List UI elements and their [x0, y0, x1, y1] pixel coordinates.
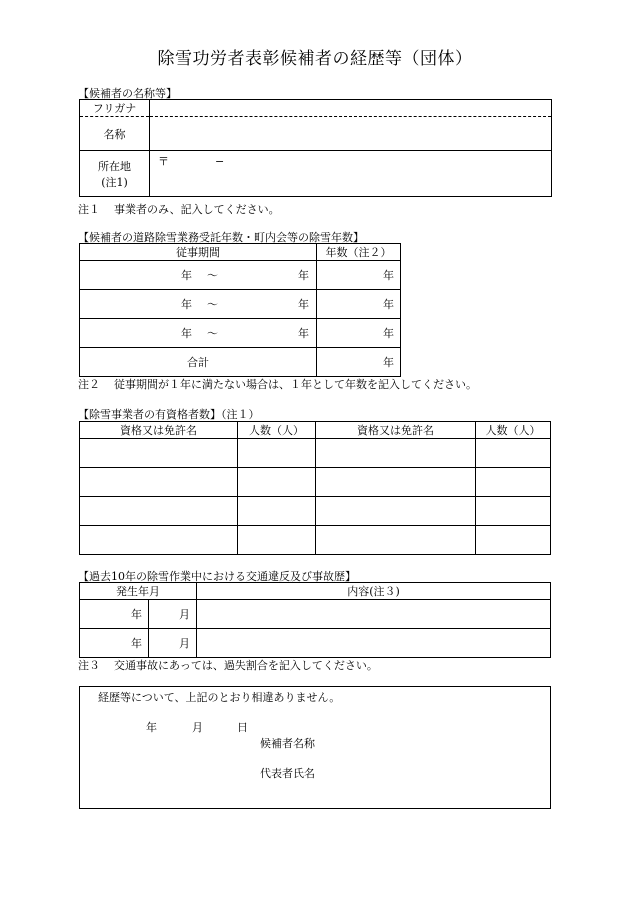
- year-cell[interactable]: [80, 600, 149, 629]
- col-people: 人数（人）: [476, 422, 551, 439]
- note-2-num: 注２: [78, 378, 100, 391]
- year-char: 年: [383, 327, 394, 340]
- table-row: [80, 497, 551, 526]
- note-2-text: 従事期間が１年に満たない場合は、１年として年数を記入してください。: [114, 378, 477, 391]
- license-cell[interactable]: [316, 497, 476, 526]
- people-cell[interactable]: [238, 468, 316, 497]
- year-char: 年: [383, 298, 394, 311]
- people-cell[interactable]: [238, 526, 316, 555]
- license-cell[interactable]: [80, 439, 238, 468]
- address-label-cell: [80, 151, 150, 197]
- people-cell[interactable]: [476, 439, 551, 468]
- col-license: 資格又は免許名: [80, 422, 238, 439]
- col-period: 従事期間: [80, 244, 317, 261]
- page-title: 除雪功労者表彰候補者の経歴等（団体）: [157, 49, 473, 69]
- people-cell[interactable]: [238, 497, 316, 526]
- note-3-text: 交通事故にあっては、過失割合を記入してください。: [114, 659, 378, 672]
- representative-name-label: 代表者氏名: [260, 767, 315, 780]
- period-cell[interactable]: [80, 319, 317, 348]
- note-3: [78, 657, 378, 673]
- furigana-label: フリガナ: [80, 100, 150, 117]
- date-month: 月: [192, 721, 203, 734]
- date-year: 年: [146, 721, 157, 734]
- violation-history-table: [79, 582, 551, 658]
- year-char: 年: [383, 269, 394, 282]
- note-2: [78, 376, 477, 392]
- years-cell[interactable]: [317, 290, 401, 319]
- name-input[interactable]: [150, 117, 552, 151]
- table-row: [80, 290, 401, 319]
- license-cell[interactable]: [316, 526, 476, 555]
- postal-mark: 〒: [158, 155, 169, 168]
- note-1: [78, 201, 280, 217]
- people-cell[interactable]: [476, 468, 551, 497]
- people-cell[interactable]: [476, 526, 551, 555]
- year-char: 年: [181, 327, 192, 340]
- month-cell[interactable]: [149, 629, 197, 658]
- people-cell[interactable]: [476, 497, 551, 526]
- table-row: [80, 600, 551, 629]
- year-char: 年: [131, 608, 142, 621]
- tilde-char: 〜: [207, 269, 218, 282]
- license-cell[interactable]: [316, 439, 476, 468]
- declaration-box: [79, 686, 551, 809]
- table-row: [80, 468, 551, 497]
- address-label: 所在地: [98, 159, 131, 173]
- col-years: 年数（注２）: [317, 244, 401, 261]
- name-label: 名称: [80, 117, 150, 151]
- table-row: [80, 319, 401, 348]
- declaration-statement: 経歴等について、上記のとおり相違ありません。: [98, 691, 341, 704]
- table-row: [80, 261, 401, 290]
- content-cell[interactable]: [197, 600, 551, 629]
- col-people: 人数（人）: [238, 422, 316, 439]
- month-char: 月: [179, 637, 190, 650]
- tilde-char: 〜: [207, 298, 218, 311]
- section1-heading: 【候補者の名称等】: [78, 87, 177, 100]
- tilde-char: 〜: [207, 327, 218, 340]
- years-cell[interactable]: [317, 319, 401, 348]
- years-cell[interactable]: [317, 261, 401, 290]
- date-day: 日: [237, 721, 248, 734]
- note-1-num: 注１: [78, 203, 100, 216]
- table-row: [80, 526, 551, 555]
- year-char: 年: [131, 637, 142, 650]
- year-char: 年: [383, 356, 394, 369]
- col-date: 発生年月: [80, 583, 197, 600]
- period-cell[interactable]: [80, 290, 317, 319]
- furigana-input[interactable]: [150, 100, 552, 117]
- section4-heading: 【過去10年の除雪作業中における交通違反及び事故歴】: [78, 570, 356, 583]
- period-cell[interactable]: [80, 261, 317, 290]
- address-note: (注1): [101, 175, 128, 189]
- year-cell[interactable]: [80, 629, 149, 658]
- section2-heading: 【候補者の道路除雪業務受託年数・町内会等の除雪年数】: [78, 231, 364, 244]
- total-row: [80, 348, 401, 377]
- candidate-name-label: 候補者名称: [260, 737, 315, 750]
- candidate-info-table: [79, 99, 552, 197]
- license-cell[interactable]: [80, 497, 238, 526]
- col-license: 資格又は免許名: [316, 422, 476, 439]
- content-cell[interactable]: [197, 629, 551, 658]
- month-cell[interactable]: [149, 600, 197, 629]
- license-cell[interactable]: [80, 526, 238, 555]
- people-cell[interactable]: [238, 439, 316, 468]
- year-char: 年: [181, 298, 192, 311]
- total-years-cell[interactable]: [317, 348, 401, 377]
- address-input[interactable]: [150, 151, 552, 197]
- license-cell[interactable]: [316, 468, 476, 497]
- service-years-table: [79, 243, 401, 377]
- note-1-text: 事業者のみ、記入してください。: [114, 203, 280, 216]
- year-char: 年: [181, 269, 192, 282]
- qualified-staff-table: [79, 421, 551, 555]
- note-3-num: 注３: [78, 659, 100, 672]
- month-char: 月: [179, 608, 190, 621]
- postal-dash: −: [215, 155, 225, 168]
- table-row: [80, 629, 551, 658]
- table-row: [80, 439, 551, 468]
- license-cell[interactable]: [80, 468, 238, 497]
- year-char: 年: [298, 327, 309, 340]
- col-content: 内容(注３): [197, 583, 551, 600]
- section3-heading: 【除雪事業者の有資格者数】（注１）: [78, 408, 260, 421]
- year-char: 年: [298, 298, 309, 311]
- year-char: 年: [298, 269, 309, 282]
- total-label: 合計: [80, 348, 317, 377]
